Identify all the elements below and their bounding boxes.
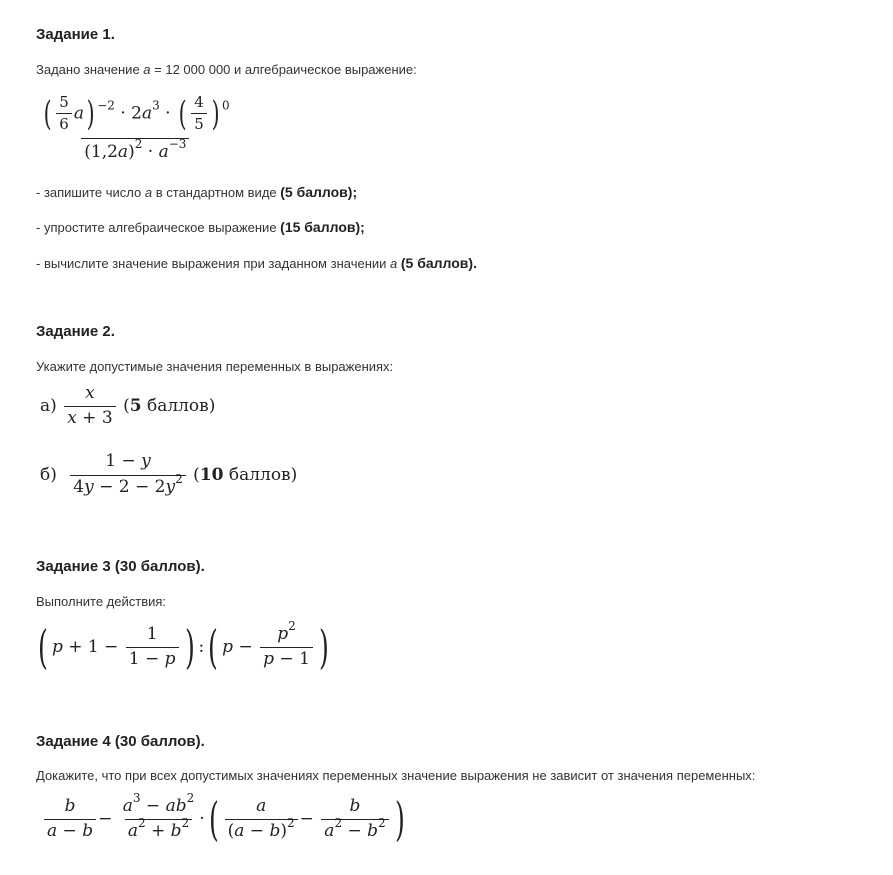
task1-item-1-text-after: в стандартном виде bbox=[152, 185, 281, 200]
task4-intro: Докажите, что при всех допустимых значениях переменных значение выражения не зависит от значения переменных: bbox=[36, 768, 756, 783]
task2-intro: Укажите допустимые значения переменных в выражениях: bbox=[36, 359, 394, 374]
task1-item-1-var: a bbox=[144, 185, 153, 200]
task4-title: Задание 4 (30 баллов). bbox=[36, 733, 205, 750]
task3-title: Задание 3 (30 баллов). bbox=[36, 558, 205, 575]
task2-b-label: б) bbox=[40, 464, 57, 485]
task1-item-3-var: a bbox=[390, 256, 398, 271]
task1-intro-var: a bbox=[143, 62, 151, 77]
task2-expression-a: а) $\frac{x}{x + 3}$ (5 баллов) bbox=[40, 383, 216, 428]
task1-item-2-text: - упростите алгебраическое выражение bbox=[36, 220, 281, 235]
task2-b-points-word: баллов bbox=[228, 464, 291, 485]
task1-intro bbox=[36, 62, 417, 77]
task1-intro-before: Задано значение bbox=[36, 62, 144, 77]
task1-item-3 bbox=[36, 255, 477, 271]
task2-b-points-num: 10 bbox=[199, 464, 224, 485]
task1-item-3-text: - вычислите значение выражения при заданном значении bbox=[36, 256, 391, 271]
task1-intro-after: = 12 000 000 и алгебраическое выражение: bbox=[150, 62, 417, 77]
task1-title: Задание 1. bbox=[36, 26, 115, 43]
task4-expression: $\frac{b}{a - b}$ − $\frac{a^3 - ab^2}{a^2 + b^2}$ ·( $\frac{a}{(a - b)^2}$ − $\frac{b}{a^2 - b^2}$ ) bbox=[42, 796, 409, 842]
task1-item-1 bbox=[36, 184, 357, 200]
task1-expression: ( $\frac{5}{6}$ a) $^{-2} \cdot 2a^3$ · ( $\frac{4}{5}$ ) $^0$ $(1,2a)^2 \cdot a^{-3}$ bbox=[43, 93, 230, 162]
task3-intro: Выполните действия: bbox=[36, 594, 167, 609]
task2-a-points-word: баллов bbox=[146, 396, 209, 417]
task3-expression: ( p + 1 − $\frac{1}{1 - p}$ ) :( p − $\frac{p^2}{p - 1}$ ) bbox=[38, 618, 329, 674]
task1-item-3-points: (5 баллов). bbox=[400, 255, 477, 271]
task2-a-label: а) bbox=[40, 396, 57, 417]
task2-title: Задание 2. bbox=[36, 323, 115, 340]
task2-a-points-num: 5 bbox=[129, 396, 142, 417]
task1-item-1-points: (5 баллов); bbox=[280, 184, 358, 200]
task2-expression-b: б) $\frac{1 - y}{4y - 2 - 2y^2}$ (10 баллов) bbox=[40, 451, 298, 497]
task1-item-1-text: - запишите число bbox=[36, 185, 145, 200]
task1-item-2 bbox=[36, 219, 365, 235]
task1-item-2-points: (15 баллов); bbox=[280, 219, 365, 235]
